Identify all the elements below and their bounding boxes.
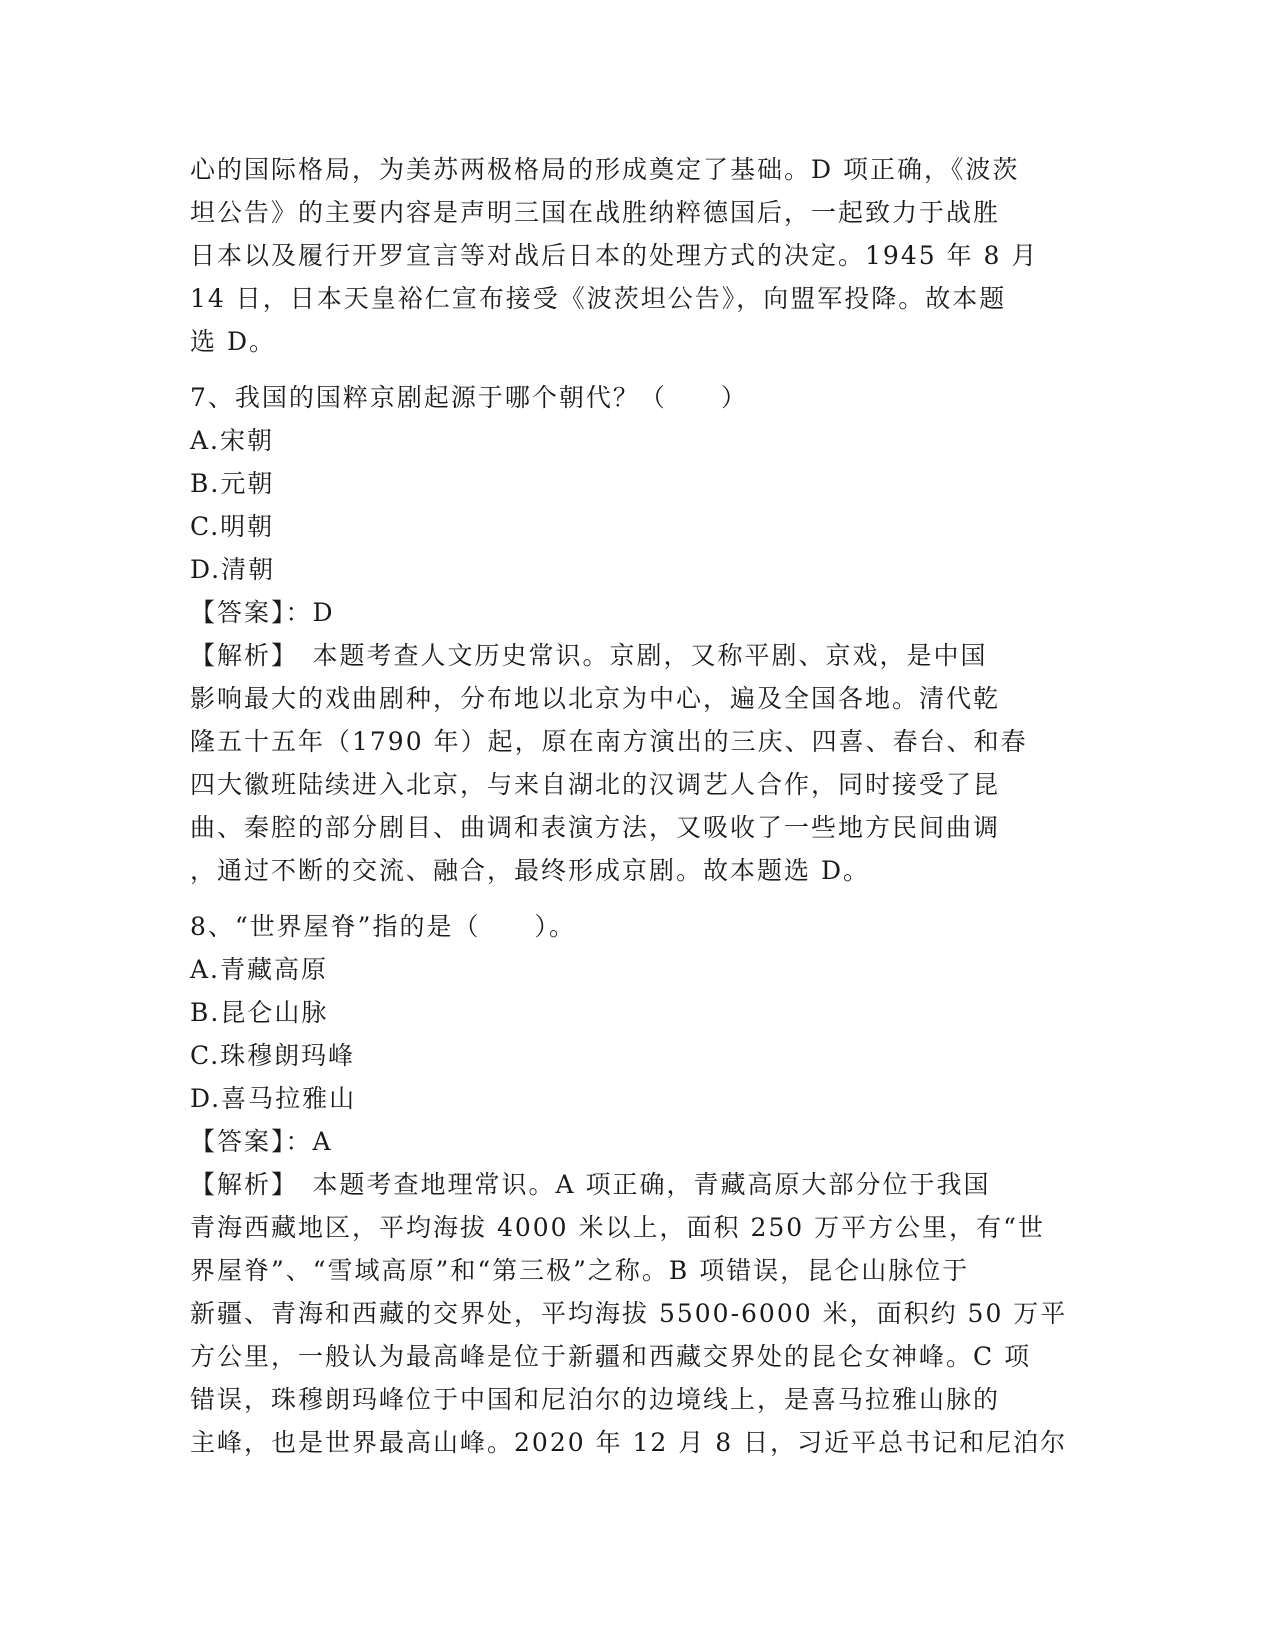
question-7-analysis-line: 曲、秦腔的部分剧目、曲调和表演方法，又吸收了一些地方民间曲调: [190, 813, 1001, 842]
question-7-analysis-line: 四大徽班陆续进入北京，与来自湖北的汉调艺人合作，同时接受了昆: [190, 770, 1001, 799]
question-8-analysis-line: 主峰，也是世界最高山峰。2020 年 12 月 8 日，习近平总书记和尼泊尔: [190, 1428, 1068, 1457]
question-8-analysis-line: 【解析】 本题考查地理常识。A 项正确，青藏高原大部分位于我国: [190, 1170, 991, 1199]
question-8-analysis-line: 错误，珠穆朗玛峰位于中国和尼泊尔的边境线上，是喜马拉雅山脉的: [190, 1385, 1001, 1414]
intro-paragraph: [190, 148, 1085, 363]
question-8-option-a: A.青藏高原: [190, 955, 329, 984]
question-8-option-c: C.珠穆朗玛峰: [190, 1041, 356, 1070]
question-8-analysis-line: 方公里，一般认为最高峰是位于新疆和西藏交界处的昆仑女神峰。C 项: [190, 1342, 1032, 1371]
question-7-option-c: C.明朝: [190, 512, 275, 541]
question-8-option-d: D.喜马拉雅山: [190, 1084, 357, 1113]
question-7-option-b: B.元朝: [190, 469, 275, 498]
question-8-analysis-line: 新疆、青海和西藏的交界处，平均海拔 5500-6000 米，面积约 50 万平: [190, 1299, 1068, 1328]
question-8-analysis-line: 青海西藏地区，平均海拔 4000 米以上，面积 250 万平方公里，有“世: [190, 1213, 1045, 1242]
question-7-answer: 【答案】：D: [190, 598, 335, 627]
question-8-text: 8、“世界屋脊”指的是（ ）。: [190, 912, 576, 941]
question-7-analysis-line: 影响最大的戏曲剧种，分布地以北京为中心，遍及全国各地。清代乾: [190, 684, 1001, 713]
question-7-analysis-line: 隆五十五年（1790 年）起，原在南方演出的三庆、四喜、春台、和春: [190, 727, 1028, 756]
intro-line: 14 日，日本天皇裕仁宣布接受《波茨坦公告》，向盟军投降。故本题: [190, 284, 1007, 313]
question-8-answer: 【答案】：A: [190, 1127, 333, 1156]
question-8-analysis-line: 界屋脊”、“雪域高原”和“第三极”之称。B 项错误，昆仑山脉位于: [190, 1256, 970, 1285]
intro-line: 坦公告》的主要内容是声明三国在战胜纳粹德国后，一起致力于战胜: [190, 198, 1001, 227]
question-7-option-d: D.清朝: [190, 555, 276, 584]
question-7-option-a: A.宋朝: [190, 426, 275, 455]
question-7: [190, 376, 1085, 892]
page-content: [190, 148, 1085, 1464]
question-7-analysis-line: ，通过不断的交流、融合，最终形成京剧。故本题选 D。: [190, 856, 870, 885]
intro-line: 选 D。: [190, 327, 276, 356]
question-8: [190, 905, 1085, 1464]
question-7-text: 7、我国的国粹京剧起源于哪个朝代？（ ）: [190, 383, 748, 412]
intro-line: 心的国际格局，为美苏两极格局的形成奠定了基础。D 项正确，《波茨: [190, 155, 1020, 184]
intro-line: 日本以及履行开罗宣言等对战后日本的处理方式的决定。1945 年 8 月: [190, 241, 1039, 270]
question-7-analysis-line: 【解析】 本题考查人文历史常识。京剧，又称平剧、京戏，是中国: [190, 641, 988, 670]
spacer: [190, 892, 1085, 905]
question-8-option-b: B.昆仑山脉: [190, 998, 329, 1027]
spacer: [190, 363, 1085, 376]
